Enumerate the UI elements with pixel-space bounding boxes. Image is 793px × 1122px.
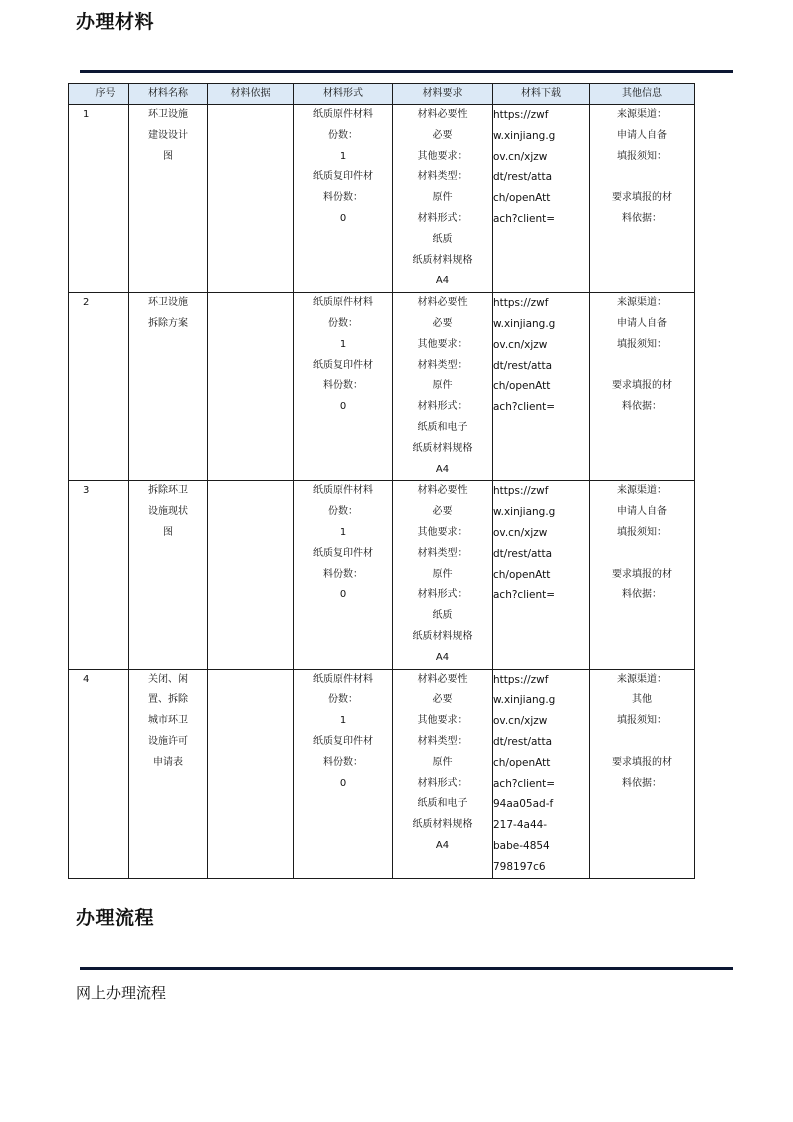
cell-other-info-line: 要求填报的材 (612, 192, 672, 204)
cell-material-requirements-line: 材料形式： (417, 212, 468, 224)
cell-material-name-line: 图 (163, 150, 173, 162)
cell-material-download-line: ov.cn/xjzw (493, 715, 548, 728)
cell-material-download-line: https://zwf (493, 485, 549, 498)
cell-material-form (294, 105, 393, 293)
cell-material-form-line: 料份数： (323, 192, 363, 204)
cell-material-form-line: 料份数： (323, 756, 363, 768)
cell-material-form (294, 669, 393, 878)
cell-material-form-line: 纸质原件材料 (313, 109, 373, 120)
cell-material-requirements-line: 纸质材料规格 (412, 254, 473, 266)
cell-material-requirements-line: 必要 (432, 694, 453, 706)
cell-material-requirements-line: 材料必要性 (417, 297, 468, 309)
cell-material-requirements-line: 其他要求： (417, 338, 468, 350)
cell-material-name (129, 481, 208, 669)
section-title-materials: 办理材料 (76, 11, 155, 33)
cell-material-requirements-line: 材料类型： (417, 547, 468, 559)
cell-material-name-line: 建设设计 (148, 129, 188, 141)
cell-material-download-line: w.xinjiang.g (493, 317, 556, 330)
cell-material-form-line: 份数： (328, 129, 358, 141)
cell-material-form-line: 纸质原件材料 (313, 673, 373, 685)
cell-material-requirements-line: 材料类型： (417, 735, 468, 747)
table-row (69, 293, 695, 481)
cell-material-requirements-line: 纸质和电子 (417, 798, 468, 810)
cell-material-basis (208, 293, 294, 481)
cell-material-form-line: 纸质原件材料 (313, 485, 373, 497)
header-download: 材料下载 (493, 84, 590, 105)
cell-material-requirements-line: 纸质和电子 (417, 421, 468, 433)
cell-material-requirements-line: 材料必要性 (417, 673, 468, 685)
cell-material-download (493, 105, 590, 293)
cell-material-form-line: 料份数： (323, 380, 363, 392)
cell-material-download-line: ach?client= (493, 589, 556, 602)
cell-material-requirements-line: 纸质材料规格 (412, 442, 473, 454)
header-form: 材料形式 (294, 84, 393, 105)
cell-material-form-line: 1 (339, 526, 347, 538)
cell-material-download-line: ach?client= (493, 777, 556, 790)
cell-material-requirements-line: 原件 (432, 380, 453, 392)
cell-material-form-line: 0 (339, 777, 347, 789)
cell-material-download-line: ach?client= (493, 212, 556, 225)
cell-other-info-line (590, 356, 694, 377)
cell-material-download-line: ch/openAtt (493, 568, 551, 581)
cell-material-form-line: 纸质复印件材 (313, 171, 373, 183)
cell-material-download-line: w.xinjiang.g (493, 506, 556, 519)
cell-material-form-line: 0 (339, 212, 347, 224)
cell-material-form-line: 纸质复印件材 (313, 359, 373, 371)
cell-material-requirements (393, 481, 493, 669)
cell-material-download-line: 94aa05ad-f (493, 798, 554, 811)
cell-material-download-line: dt/rest/atta (493, 547, 553, 560)
cell-other-info (590, 105, 695, 293)
cell-material-download-line: ch/openAtt (493, 192, 551, 205)
cell-other-info-line: 料依据： (622, 589, 662, 601)
cell-other-info-line: 来源渠道： (617, 297, 667, 309)
cell-material-name-line: 环卫设施 (148, 109, 188, 120)
cell-other-info (590, 669, 695, 878)
cell-material-name-line: 置、拆除 (148, 694, 188, 706)
cell-material-name (129, 293, 208, 481)
cell-material-download-line: ov.cn/xjzw (493, 526, 548, 539)
cell-other-info-line: 料依据： (622, 401, 662, 413)
cell-material-requirements-line: 材料形式： (417, 589, 468, 601)
cell-material-name-line: 城市环卫 (148, 715, 188, 727)
cell-material-name-line: 环卫设施 (148, 297, 188, 309)
cell-other-info-line: 申请人自备 (617, 129, 667, 141)
header-name: 材料名称 (129, 84, 208, 105)
header-requirements: 材料要求 (393, 84, 493, 105)
cell-material-form-line: 料份数： (323, 568, 363, 580)
cell-material-name-line: 图 (163, 526, 173, 538)
materials-table (68, 83, 695, 879)
online-process-subtitle: 网上办理流程 (76, 984, 167, 1002)
cell-material-download-line: ov.cn/xjzw (493, 338, 548, 351)
cell-other-info-line (590, 167, 694, 188)
cell-other-info (590, 293, 695, 481)
cell-material-download-line: ch/openAtt (493, 380, 551, 393)
cell-material-requirements-line: 纸质材料规格 (412, 630, 473, 642)
cell-other-info-line: 来源渠道： (617, 109, 667, 120)
cell-material-requirements-line: 原件 (432, 568, 453, 580)
cell-material-requirements-line: 材料形式： (417, 777, 468, 789)
cell-material-requirements-line: A4 (435, 275, 450, 287)
table-header-row (69, 84, 695, 105)
cell-material-requirements-line: 材料类型： (417, 359, 468, 371)
cell-other-info-line: 料依据： (622, 212, 662, 224)
cell-material-download-line: https://zwf (493, 109, 549, 121)
cell-material-download-line: ach?client= (493, 401, 556, 414)
cell-other-info-line: 来源渠道： (617, 673, 667, 685)
cell-material-requirements-line: 其他要求： (417, 526, 468, 538)
cell-other-info (590, 481, 695, 669)
section-title-process: 办理流程 (76, 907, 155, 929)
cell-other-info-line: 申请人自备 (617, 506, 667, 518)
cell-material-requirements-line: 必要 (432, 317, 453, 329)
cell-material-requirements-line: 材料形式： (417, 401, 468, 413)
cell-material-name-line: 拆除方案 (148, 317, 188, 329)
header-basis: 材料依据 (208, 84, 294, 105)
cell-index (69, 105, 129, 293)
cell-material-requirements-line: 原件 (432, 192, 453, 204)
cell-other-info-line: 料依据： (622, 777, 662, 789)
cell-material-form-line: 纸质原件材料 (313, 297, 373, 309)
row-number: 2 (83, 297, 90, 309)
cell-material-download-line: dt/rest/atta (493, 735, 553, 748)
cell-other-info-line: 要求填报的材 (612, 756, 672, 768)
cell-material-download (493, 669, 590, 878)
cell-material-requirements-line: A4 (435, 651, 450, 663)
table-row (69, 669, 695, 878)
cell-material-requirements-line: 必要 (432, 506, 453, 518)
cell-other-info-line: 填报须知： (617, 526, 667, 538)
cell-material-requirements (393, 105, 493, 293)
cell-material-form-line: 0 (339, 401, 347, 413)
header-index: 序号 (69, 84, 129, 105)
cell-material-requirements (393, 293, 493, 481)
table-row (69, 105, 695, 293)
cell-material-download-line: dt/rest/atta (493, 359, 553, 372)
cell-material-download (493, 293, 590, 481)
cell-other-info-line (590, 544, 694, 565)
cell-material-requirements-line: 原件 (432, 756, 453, 768)
cell-other-info-line: 填报须知： (617, 715, 667, 727)
cell-material-basis (208, 669, 294, 878)
cell-material-download-line: 798197c6 (493, 860, 546, 873)
cell-material-name (129, 105, 208, 293)
header-other: 其他信息 (590, 84, 695, 105)
cell-other-info-line: 填报须知： (617, 150, 667, 162)
cell-material-requirements-line: 其他要求： (417, 150, 468, 162)
cell-material-download-line: w.xinjiang.g (493, 129, 556, 142)
cell-other-info-line: 要求填报的材 (612, 568, 672, 580)
row-number: 4 (83, 673, 90, 685)
cell-material-requirements-line: 纸质材料规格 (412, 819, 473, 831)
cell-other-info-line: 申请人自备 (617, 317, 667, 329)
cell-material-form-line: 纸质复印件材 (313, 547, 373, 559)
cell-index (69, 481, 129, 669)
cell-material-download-line: 217-4a44- (493, 819, 548, 832)
cell-material-download-line: ov.cn/xjzw (493, 150, 548, 163)
cell-material-form-line: 1 (339, 150, 347, 162)
cell-material-form-line: 0 (339, 589, 347, 601)
cell-material-requirements (393, 669, 493, 878)
cell-material-download-line: w.xinjiang.g (493, 694, 556, 707)
cell-material-name-line: 申请表 (153, 756, 183, 768)
cell-other-info-line: 来源渠道： (617, 485, 667, 497)
cell-material-requirements-line: 纸质 (432, 233, 453, 245)
cell-material-form-line: 1 (339, 715, 347, 727)
cell-index (69, 293, 129, 481)
cell-material-name-line: 设施现状 (148, 506, 188, 518)
row-number: 3 (83, 485, 90, 497)
section-divider (80, 967, 733, 970)
cell-other-info-line: 填报须知： (617, 338, 667, 350)
cell-material-requirements-line: 必要 (432, 129, 453, 141)
cell-material-form-line: 份数： (328, 506, 358, 518)
cell-material-basis (208, 105, 294, 293)
cell-index (69, 669, 129, 878)
cell-material-download-line: ch/openAtt (493, 756, 551, 769)
table-row (69, 481, 695, 669)
cell-material-name-line: 关闭、闲 (148, 673, 188, 685)
cell-material-form-line: 纸质复印件材 (313, 735, 373, 747)
cell-other-info-line (590, 732, 694, 753)
cell-material-requirements-line: 纸质 (432, 610, 453, 622)
cell-material-requirements-line: 材料必要性 (417, 109, 468, 120)
cell-material-name-line: 拆除环卫 (148, 485, 188, 497)
cell-other-info-line: 其他 (632, 694, 652, 706)
cell-material-form-line: 1 (339, 338, 347, 350)
cell-material-download-line: babe-4854 (493, 839, 550, 852)
row-number: 1 (83, 109, 90, 120)
cell-material-requirements-line: A4 (435, 463, 450, 475)
cell-material-name (129, 669, 208, 878)
cell-material-form (294, 481, 393, 669)
cell-material-form-line: 份数： (328, 317, 358, 329)
cell-material-requirements-line: 其他要求： (417, 715, 468, 727)
cell-other-info-line: 要求填报的材 (612, 380, 672, 392)
cell-material-download (493, 481, 590, 669)
cell-material-download-line: https://zwf (493, 673, 549, 686)
cell-material-form-line: 份数： (328, 694, 358, 706)
cell-material-basis (208, 481, 294, 669)
cell-material-download-line: dt/rest/atta (493, 171, 553, 184)
cell-material-requirements-line: 材料必要性 (417, 485, 468, 497)
cell-material-download-line: https://zwf (493, 297, 549, 310)
cell-material-form (294, 293, 393, 481)
cell-material-requirements-line: 材料类型： (417, 171, 468, 183)
cell-material-requirements-line: A4 (435, 839, 450, 851)
section-divider (80, 70, 733, 73)
cell-material-name-line: 设施许可 (148, 735, 188, 747)
